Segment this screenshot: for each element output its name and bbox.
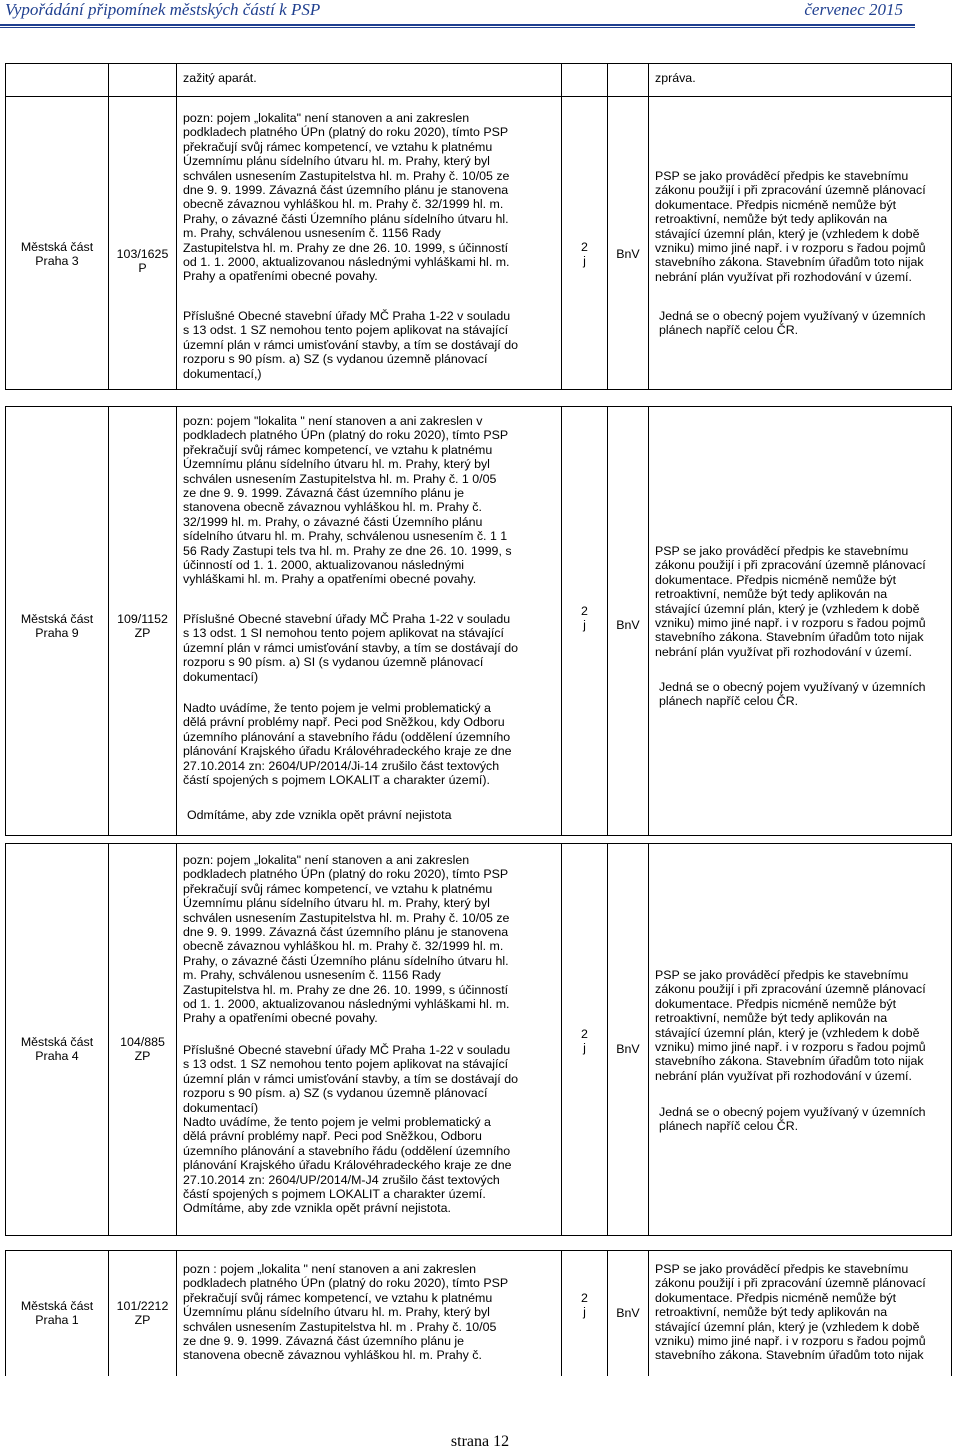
handler-code: BnV xyxy=(616,1306,640,1320)
entity-name: Městská část Praha 9 xyxy=(20,612,94,641)
comment-text: pozn: pojem „lokalita" není stanoven a ani zakreslen podkladech platného ÚPn (platný do roku 2020), tímto PSP překračují svůj rámec kompetencí, ve vztahu k platnému Územnímu plánu sídelního útvaru hl. m. Prahy, který byl schválen usnesením Zastupitelstva hl. m. Prahy č. 10/05 ze dne 9. 9. 1999. Závazná část územního plánu je stanovena obecně závaznou vyhláškou hl. m. Prahy č. 32/1999 hl. m. Prahy, o závazné části Územního plánu sídelního útvaru hl. m. Prahy, schválenou usnesením č. 1156 Rady Zastupitelstva hl. m. Prahy ze dne 26. 10. 1999, s účinností od 1. 1. 2000, aktualizovanou následnými vyhláškami hl. m. Prahy a opatřeními obecné povahy. xyxy=(183,853,510,1026)
category-code: 2 j xyxy=(581,1291,588,1320)
header-rule xyxy=(0,24,915,26)
table-row-continuation xyxy=(5,63,952,97)
table-row xyxy=(5,1250,952,1376)
comment-text: pozn: pojem „lokalita" není stanoven a ani zakreslen podkladech platného ÚPn (platný do roku 2020), tímto PSP překračují svůj rámec kompetencí, ve vztahu k platnému Územnímu plánu sídelního útvaru hl. m. Prahy, který byl schválen usnesením Zastupitelstva hl. m. Prahy č. 10/05 ze dne 9. 9. 1999. Závazná část územního plánu je stanovena obecně závaznou vyhláškou hl. m. Prahy č. 32/1999 hl. m. Prahy, o závazné části Územního plánu sídelního útvaru hl. m. Prahy, schválenou usnesením č. 1156 Rady Zastupitelstva hl. m. Prahy ze dne 26. 10. 1999, s účinností od 1. 1. 2000, aktualizovanou následnými vyhláškami hl. m. Prahy a opatřeními obecné povahy. xyxy=(183,111,510,284)
entity-name: Městská část Praha 1 xyxy=(20,1299,94,1328)
comment-text: Příslušné Obecné stavební úřady MČ Praha 1-22 v souladu s 13 odst. 1 SZ nemohou tento pojem aplikovat na stávající územní plán v rámci umisťování stavby, a tím se dostávají do rozporu s 90 písm. a) SZ (s vydanou územně plánovací dokumentací) Nadto uvádíme, že tento pojem je velmi problematický a dělá právní problémy např. Peci pod Sněžkou, Odboru územního plánování a stavebního řádu (oddělení územního plánování Krajského úřadu Královéhradeckého kraje ze dne 27.10.2014 zn: 2604/UP/2014/M-J4 zrušilo část textových částí spojených s pojmem LOKALIT a charakter území. Odmítáme, aby zde vznikla opět právní nejistota. xyxy=(183,1043,518,1216)
comment-number: 101/2212 ZP xyxy=(116,1299,169,1328)
page-header xyxy=(0,0,960,22)
comment-text: Odmítáme, aby zde vznikla opět právní nejistota xyxy=(187,808,452,822)
comment-text: Nadto uvádíme, že tento pojem je velmi problematický a dělá právní problémy např. Peci pod Sněžkou, kdy Odboru územního plánování a stavebního řádu (oddělení územního plánování Krajského úřadu Královéhradeckého kraje ze dne 27.10.2014 zn: 2604/UP/2014/Ji-14 zrušilo část textových částí spojených s pojmem LOKALIT a charakter území). xyxy=(183,701,512,788)
response-text: PSP se jako prováděcí předpis ke stavebnímu zákonu použijí i při zpracování územně plánovací dokumentace. Předpis nicméně nemůže být retroaktivní, nemůže být tedy aplikován na stávající územní plán, který je (vzhledem k době vzniku) mimo jiné např. i v rozporu s řadou pojmů stavebního zákona. Stavebním úřadům toto nijak nebrání plán využívat při rozhodování v území. xyxy=(655,544,926,659)
response-text: Jedná se o obecný pojem využívaný v územních plánech napříč celou ČR. xyxy=(659,309,926,338)
comment-text: pozn: pojem "lokalita " není stanoven a ani zakreslen v podkladech platného ÚPn (platný do roku 2020), tímto PSP překračují svůj rámec kompetencí, ve vztahu k platnému Územnímu plánu sídelního útvaru hl. m. Prahy, který byl schválen usnesením Zastupitelstva hl. m. Prahy č. 1 0/05 ze dne 9. 9. 1999. Závazná část územního plánu je stanovena obecně závaznou vyhláškou hl. m. Prahy č. 32/1999 hl. m. Prahy, o závazné části Územního plánu sídelního útvaru hl. m. Prahy, schválenou usnesením č. 1 1 56 Rady Zastupi tels tva hl. m. Prahy ze dne 26. 10. 1999, s účinností od 1. 1. 2000, aktualizovanou následnými vyhláškami hl. m. Prahy a opatřeními obecné povahy. xyxy=(183,414,512,587)
comment-text: Příslušné Obecné stavební úřady MČ Praha 1-22 v souladu s 13 odst. 1 SZ nemohou tento pojem aplikovat na stávající územní plán v rámci umisťování stavby, a tím se dostávají do rozporu s 90 písm. a) SZ (s vydanou územně plánovací dokumentací,) xyxy=(183,309,518,381)
category-code: 2 j xyxy=(581,604,588,633)
comment-text: pozn : pojem „lokalita " není stanoven a ani zakreslen podkladech platného ÚPn (platný do roku 2020), tímto PSP překračují svůj rámec kompetencí, ve vztahu k platnému Územnímu plánu sídelního útvaru hl. m. Prahy, který byl schválen usnesením Zastupitelstva hl. m . Prahy č. 10/05 ze dne 9. 9. 1999. Závazná část územního plánu je stanovena obecně závaznou vyhláškou hl. m. Prahy č. xyxy=(183,1262,509,1363)
table-row xyxy=(5,96,952,390)
document-date: červenec 2015 xyxy=(804,0,903,19)
header-rule-thin xyxy=(0,27,915,28)
category-code: 2 j xyxy=(581,240,588,269)
response-text: PSP se jako prováděcí předpis ke stavebnímu zákonu použijí i při zpracování územně plánovací dokumentace. Předpis nicméně nemůže být retroaktivní, nemůže být tedy aplikován na stávající územní plán, který je (vzhledem k době vzniku) mimo jiné např. i v rozporu s řadou pojmů stavebního zákona. Stavebním úřadům toto nijak nebrání plán využívat při rozhodování v území. xyxy=(655,169,926,284)
response-text: zpráva. xyxy=(655,71,696,85)
comment-text: Příslušné Obecné stavební úřady MČ Praha 1-22 v souladu s 13 odst. 1 SI nemohou tento pojem aplikovat na stávající územní plán v rámci umisťování stavby, a tím se dostávají do rozporu s 90 písm. a) SI (s vydanou územně plánovací dokumentací) xyxy=(183,612,518,684)
category-code: 2 j xyxy=(581,1027,588,1056)
table-row xyxy=(5,843,952,1236)
entity-name: Městská část Praha 3 xyxy=(20,240,94,269)
comment-number: 103/1625 P xyxy=(116,247,169,276)
comment-text: zažitý aparát. xyxy=(183,71,257,85)
handler-code: BnV xyxy=(616,618,640,632)
comment-number: 104/885 ZP xyxy=(120,1035,165,1064)
response-text: PSP se jako prováděcí předpis ke stavebnímu zákonu použijí i při zpracování územně plánovací dokumentace. Předpis nicméně nemůže být retroaktivní, nemůže být tedy aplikován na stávající územní plán, který je (vzhledem k době vzniku) mimo jiné např. i v rozporu s řadou pojmů stavebního zákona. Stavebním úřadům toto nijak nebrání plán využívat při rozhodování v území. xyxy=(655,968,926,1083)
page-number: strana 12 xyxy=(450,1433,510,1450)
comment-number: 109/1152 ZP xyxy=(117,612,168,641)
table-row xyxy=(5,406,952,836)
handler-code: BnV xyxy=(616,1042,640,1056)
handler-code: BnV xyxy=(616,247,640,261)
response-text: Jedná se o obecný pojem využívaný v územních plánech napříč celou ČR. xyxy=(659,680,926,709)
response-text: PSP se jako prováděcí předpis ke stavebnímu zákonu použijí i při zpracování územně plánovací dokumentace. Předpis nicméně nemůže být retroaktivní, nemůže být tedy aplikován na stávající územní plán, který je (vzhledem k době vzniku) mimo jiné např. i v rozporu s řadou pojmů stavebního zákona. Stavebním úřadům toto nijak xyxy=(655,1262,926,1363)
entity-name: Městská část Praha 4 xyxy=(20,1035,94,1064)
document-title: Vypořádání připomínek městských částí k PSP xyxy=(5,0,321,19)
response-text: Jedná se o obecný pojem využívaný v územních plánech napříč celou ČR. xyxy=(659,1105,926,1134)
